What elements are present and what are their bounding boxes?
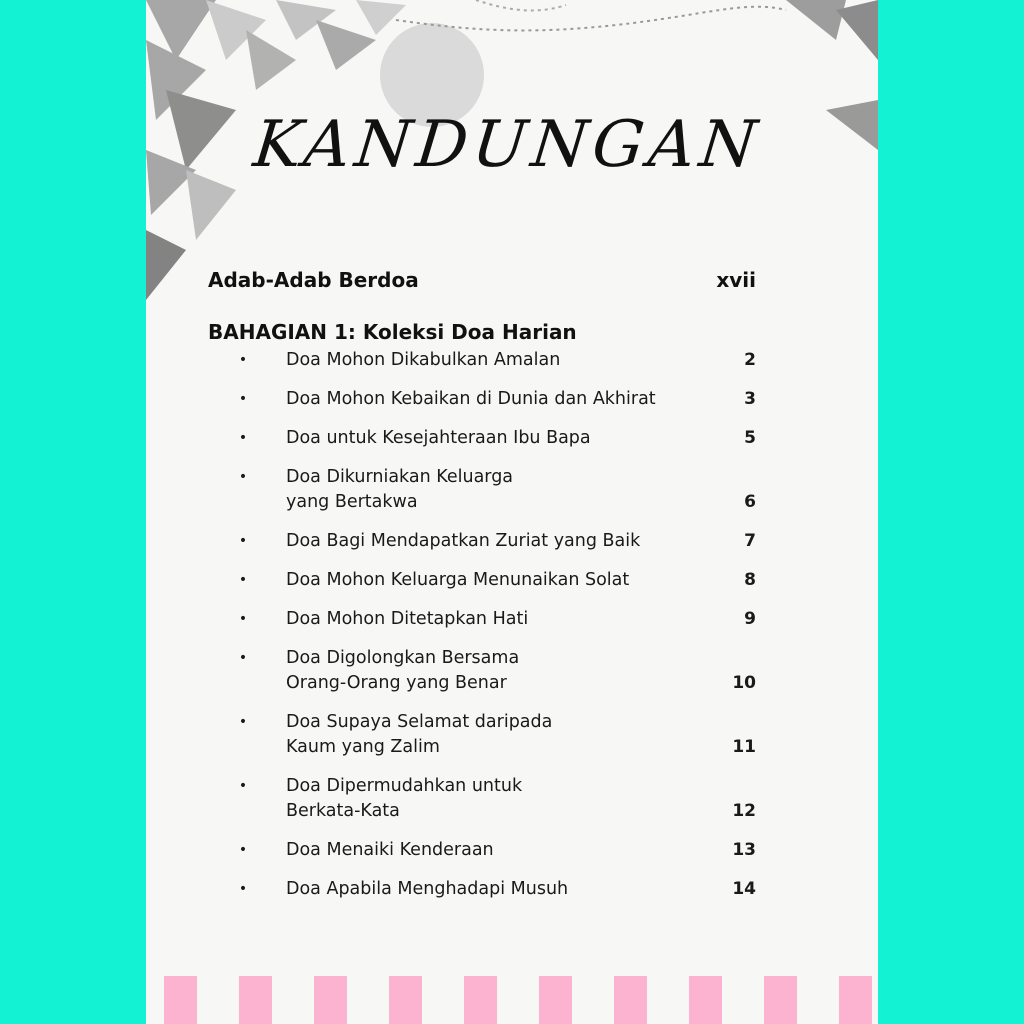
toc-entry-page: 11 bbox=[732, 737, 756, 757]
section-heading: BAHAGIAN 1: Koleksi Doa Harian bbox=[208, 320, 577, 344]
bullet-icon: • bbox=[238, 650, 248, 666]
toc-entry bbox=[208, 607, 756, 632]
toc-entry-page: 8 bbox=[744, 570, 756, 590]
toc-preface-page: xvii bbox=[716, 268, 756, 292]
toc-entry-title-line: Doa Supaya Selamat daripada bbox=[286, 712, 553, 732]
toc-entry-title-line: Doa Dikurniakan Keluarga bbox=[286, 467, 514, 487]
toc-entry-title-line: Doa Dipermudahkan untuk bbox=[286, 776, 523, 796]
toc-entry-page: 6 bbox=[744, 492, 756, 512]
toc-entry-title-line: Doa Mohon Ditetapkan Hati bbox=[286, 609, 529, 629]
pink-stripe bbox=[839, 976, 872, 1024]
toc-entry bbox=[208, 465, 756, 515]
toc-entry-title-line: Doa untuk Kesejahteraan Ibu Bapa bbox=[286, 428, 591, 448]
pink-stripe bbox=[389, 976, 422, 1024]
toc-entry-page: 7 bbox=[744, 531, 756, 551]
toc-entry bbox=[208, 710, 756, 760]
bullet-icon: • bbox=[238, 533, 248, 549]
toc-entry bbox=[208, 529, 756, 554]
bullet-icon: • bbox=[238, 430, 248, 446]
bullet-icon: • bbox=[238, 572, 248, 588]
pink-stripe bbox=[689, 976, 722, 1024]
toc-entry bbox=[208, 348, 756, 373]
toc-preface-label: Adab-Adab Berdoa bbox=[208, 268, 419, 292]
toc-entry-title-line: Orang-Orang yang Benar bbox=[286, 673, 507, 693]
toc-entry-title-line: Doa Bagi Mendapatkan Zuriat yang Baik bbox=[286, 531, 641, 551]
pink-stripe bbox=[314, 976, 347, 1024]
toc-entry-title-line: yang Bertakwa bbox=[286, 492, 418, 512]
toc-entry-page: 14 bbox=[732, 879, 756, 899]
bullet-icon: • bbox=[238, 881, 248, 897]
toc-entry-page: 13 bbox=[732, 840, 756, 860]
toc-entry-list bbox=[208, 348, 756, 902]
bullet-icon: • bbox=[238, 391, 248, 407]
toc-entry bbox=[208, 387, 756, 412]
toc-entry-title-line: Doa Mohon Dikabulkan Amalan bbox=[286, 350, 561, 370]
toc-entry bbox=[208, 568, 756, 593]
toc-entry bbox=[208, 838, 756, 863]
toc-entry-title-line: Doa Digolongkan Bersama bbox=[286, 648, 520, 668]
toc-entry-page: 5 bbox=[744, 428, 756, 448]
toc-preface-row bbox=[208, 266, 756, 294]
bullet-icon: • bbox=[238, 714, 248, 730]
bullet-icon: • bbox=[238, 611, 248, 627]
bullet-icon: • bbox=[238, 778, 248, 794]
pink-stripe bbox=[464, 976, 497, 1024]
toc-entry bbox=[208, 877, 756, 902]
toc-entry-title-line: Berkata-Kata bbox=[286, 801, 400, 821]
toc-entry-title-line: Doa Mohon Keluarga Menunaikan Solat bbox=[286, 570, 630, 590]
toc-entry-page: 9 bbox=[744, 609, 756, 629]
pink-stripe bbox=[164, 976, 197, 1024]
toc-entry bbox=[208, 426, 756, 451]
pink-stripe bbox=[539, 976, 572, 1024]
bullet-icon: • bbox=[238, 842, 248, 858]
decorative-stripe-border bbox=[146, 976, 878, 1024]
toc-entry-title-line: Doa Apabila Menghadapi Musuh bbox=[286, 879, 569, 899]
book-page bbox=[146, 0, 878, 1024]
toc-entry-page: 2 bbox=[744, 350, 756, 370]
toc-entry bbox=[208, 646, 756, 696]
toc-entry-title-line: Doa Mohon Kebaikan di Dunia dan Akhirat bbox=[286, 389, 656, 409]
pink-stripe bbox=[614, 976, 647, 1024]
page-title: KANDUNGAN bbox=[250, 108, 765, 182]
pink-stripe bbox=[764, 976, 797, 1024]
bullet-icon: • bbox=[238, 352, 248, 368]
pink-stripe bbox=[239, 976, 272, 1024]
toc-entry-page: 12 bbox=[732, 801, 756, 821]
toc-entry bbox=[208, 774, 756, 824]
toc-entry-page: 10 bbox=[732, 673, 756, 693]
bullet-icon: • bbox=[238, 469, 248, 485]
table-of-contents bbox=[208, 266, 756, 902]
toc-entry-title-line: Doa Menaiki Kenderaan bbox=[286, 840, 494, 860]
toc-entry-page: 3 bbox=[744, 389, 756, 409]
toc-entry-title-line: Kaum yang Zalim bbox=[286, 737, 440, 757]
